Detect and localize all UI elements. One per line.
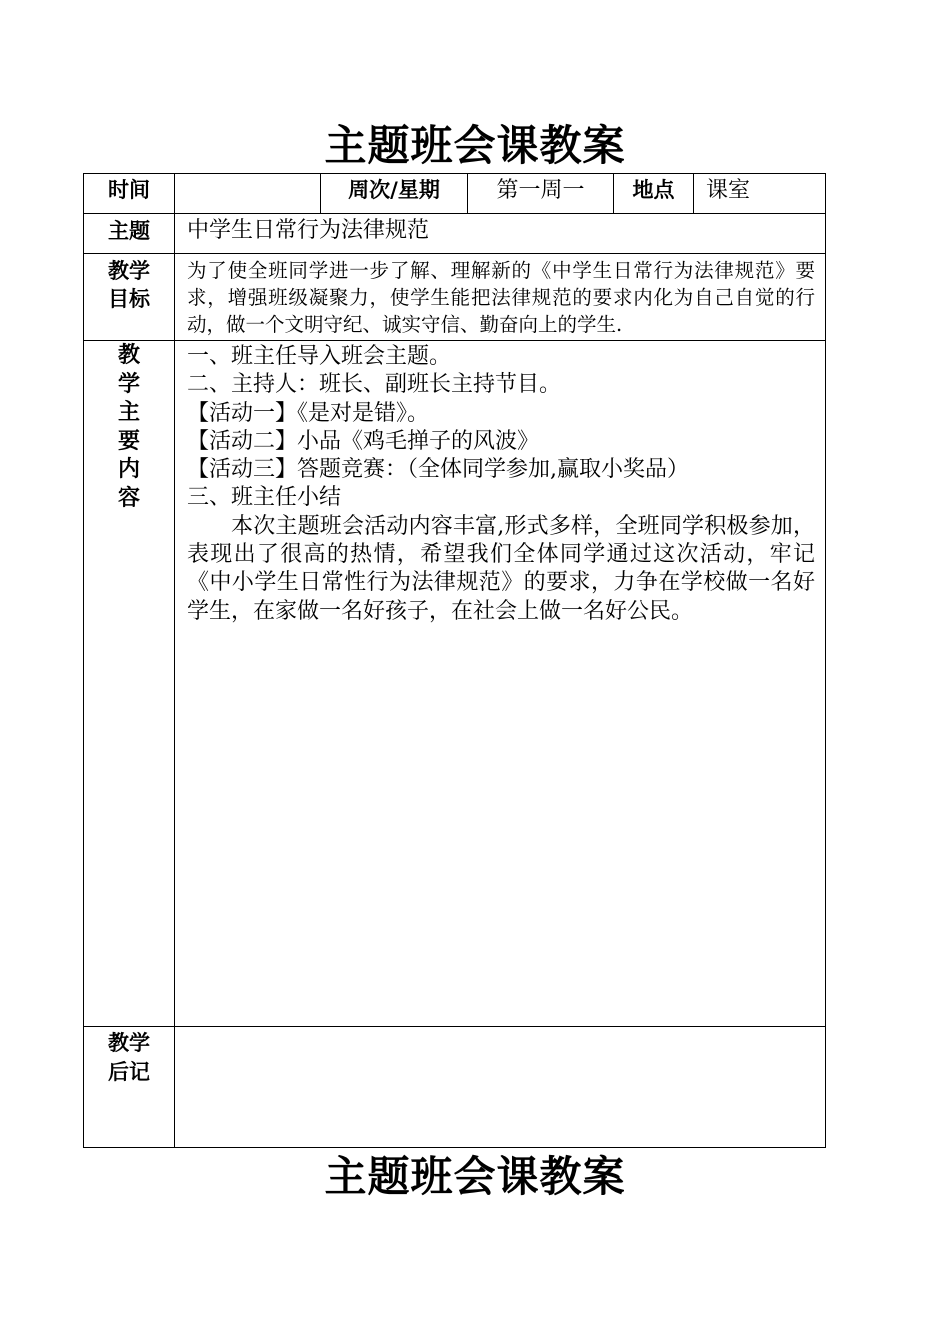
content-line: 【活动二】小品《鸡毛掸子的风波》 (187, 428, 540, 454)
content-line: 三、班主任小结 (187, 485, 342, 511)
content-body (175, 341, 825, 1026)
goal-label: 教学目标 (108, 259, 150, 311)
page-title: 主题班会课教案 (324, 121, 626, 170)
content-label-text: 教学主要内容 (118, 343, 141, 511)
place-label: 地点 (632, 178, 675, 202)
theme-label: 主题 (108, 219, 150, 243)
week-label: 周次/星期 (348, 178, 440, 202)
place-value: 课室 (706, 178, 751, 203)
content-line: 【活动一】《是对是错》。 (187, 400, 430, 426)
content-label (83, 341, 175, 1026)
content-line: 二、主持人：班长、副班长主持节目。 (187, 372, 562, 398)
content-line: 一、班主任导入班会主题。 (187, 344, 452, 369)
lesson-plan-table (83, 173, 826, 1148)
time-value (175, 173, 320, 213)
content-line: 【活动三】答题竞赛：（全体同学参加,赢取小奖品） (187, 457, 689, 483)
theme-value: 中学生日常行为法律规范 (187, 218, 430, 243)
week-value: 第一周一 (496, 178, 585, 203)
content-summary: 本次主题班会活动内容丰富,形式多样，全班同学积极参加，表现出了很高的热情，希望我们全体同学通过这次活动，牢记《中小学生日常性行为法律规范》的要求，力争在学校做一名好学生，在家做一名好孩子，在社会上做一名好公民。 (187, 513, 815, 624)
goal-text: 为了使全班同学进一步了解、理解新的《中学生日常行为法律规范》要求，增强班级凝聚力，使学生能把法律规范的要求内化为自己自觉的行动，做一个文明守纪、诚实守信、勤奋向上的学生. (187, 259, 815, 336)
afterword-text (175, 1027, 825, 1147)
page-title-repeat: 主题班会课教案 (324, 1152, 626, 1201)
time-label: 时间 (108, 178, 150, 202)
afterword-label: 教学后记 (108, 1031, 150, 1084)
